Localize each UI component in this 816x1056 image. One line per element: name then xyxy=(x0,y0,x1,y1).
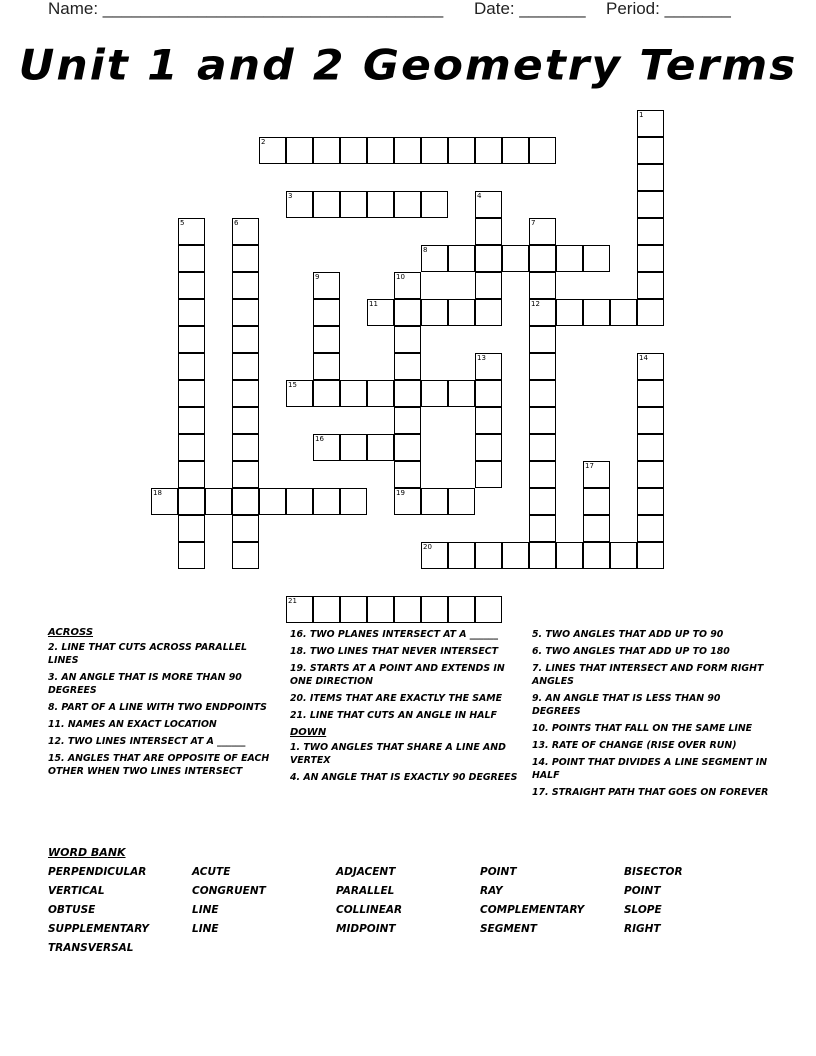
crossword-cell[interactable] xyxy=(637,299,664,326)
crossword-cell[interactable] xyxy=(556,542,583,569)
crossword-cell[interactable] xyxy=(178,407,205,434)
word-bank-item: TRANSVERSAL xyxy=(48,942,134,954)
crossword-cell[interactable] xyxy=(529,434,556,461)
crossword-cell[interactable] xyxy=(313,299,340,326)
crossword-cell[interactable] xyxy=(286,137,313,164)
across-clue: 2. LINE THAT CUTS ACROSS PARALLEL LINES xyxy=(48,642,248,666)
crossword-cell[interactable] xyxy=(583,299,610,326)
crossword-cell[interactable] xyxy=(475,380,502,407)
crossword-cell[interactable] xyxy=(529,542,556,569)
crossword-cell[interactable] xyxy=(232,272,259,299)
crossword-cell[interactable] xyxy=(475,407,502,434)
crossword-cell[interactable] xyxy=(394,407,421,434)
word-bank-item: SUPPLEMENTARY xyxy=(48,923,149,935)
crossword-cell[interactable] xyxy=(394,488,421,515)
across-clue: 12. TWO LINES INTERSECT AT A ______ xyxy=(48,736,246,747)
crossword-cell[interactable] xyxy=(637,515,664,542)
crossword-cell[interactable] xyxy=(313,272,340,299)
crossword-cell[interactable] xyxy=(232,461,259,488)
crossword-cell[interactable] xyxy=(313,191,340,218)
crossword-cell[interactable] xyxy=(286,191,313,218)
clue-number: 4 xyxy=(477,192,482,200)
crossword-cell[interactable] xyxy=(637,353,664,380)
clue-number: 10 xyxy=(396,273,405,281)
down-clue: 17. STRAIGHT PATH THAT GOES ON FOREVER xyxy=(532,787,769,798)
crossword-cell[interactable] xyxy=(232,515,259,542)
crossword-cell[interactable] xyxy=(610,542,637,569)
clue-number: 20 xyxy=(423,543,432,551)
crossword-cell[interactable] xyxy=(475,596,502,623)
crossword-cell[interactable] xyxy=(340,380,367,407)
crossword-cell[interactable] xyxy=(178,353,205,380)
word-bank-item: RIGHT xyxy=(624,923,661,935)
date-field-label[interactable]: Date: _______ xyxy=(474,0,586,18)
crossword-cell[interactable] xyxy=(475,272,502,299)
crossword-cell[interactable] xyxy=(475,218,502,245)
crossword-cell[interactable] xyxy=(475,353,502,380)
crossword-cell[interactable] xyxy=(529,218,556,245)
crossword-cell[interactable] xyxy=(583,461,610,488)
crossword-cell[interactable] xyxy=(178,488,205,515)
crossword-cell[interactable] xyxy=(421,488,448,515)
clue-column-2 xyxy=(290,626,518,788)
crossword-cell[interactable] xyxy=(421,299,448,326)
word-bank-item: MIDPOINT xyxy=(336,923,396,935)
crossword-cell[interactable] xyxy=(340,191,367,218)
crossword-cell[interactable] xyxy=(259,488,286,515)
page-title: Unit 1 and 2 Geometry Terms xyxy=(18,41,798,90)
clue-number: 15 xyxy=(288,381,297,389)
crossword-cell[interactable] xyxy=(367,299,394,326)
crossword-cell[interactable] xyxy=(313,326,340,353)
crossword-cell[interactable] xyxy=(259,137,286,164)
word-bank-heading: WORD BANK xyxy=(48,846,126,859)
clue-number: 9 xyxy=(315,273,320,281)
crossword-cell[interactable] xyxy=(394,434,421,461)
clue-number: 18 xyxy=(153,489,162,497)
crossword-cell[interactable] xyxy=(394,380,421,407)
crossword-cell[interactable] xyxy=(637,380,664,407)
crossword-cell[interactable] xyxy=(637,218,664,245)
down-heading: DOWN xyxy=(290,727,327,738)
crossword-cell[interactable] xyxy=(475,434,502,461)
crossword-cell[interactable] xyxy=(529,353,556,380)
across-clue: 11. NAMES AN EXACT LOCATION xyxy=(48,719,217,730)
crossword-cell[interactable] xyxy=(448,137,475,164)
word-bank-item: SEGMENT xyxy=(480,923,537,935)
down-clue: 13. RATE OF CHANGE (RISE OVER RUN) xyxy=(532,740,737,751)
crossword-cell[interactable] xyxy=(340,596,367,623)
crossword-cell[interactable] xyxy=(529,407,556,434)
down-clue: 14. POINT THAT DIVIDES A LINE SEGMENT IN HALF xyxy=(532,757,768,781)
crossword-cell[interactable] xyxy=(313,380,340,407)
across-clue: 21. LINE THAT CUTS AN ANGLE IN HALF xyxy=(290,710,497,721)
across-clue: 15. ANGLES THAT ARE OPPOSITE OF EACH OTHER WHEN TWO LINES INTERSECT xyxy=(48,753,270,777)
crossword-cell[interactable] xyxy=(556,245,583,272)
crossword-cell[interactable] xyxy=(178,272,205,299)
crossword-cell[interactable] xyxy=(502,245,529,272)
crossword-cell[interactable] xyxy=(178,461,205,488)
crossword-cell[interactable] xyxy=(232,326,259,353)
name-field-label[interactable]: Name: ____________________________________ xyxy=(48,0,444,18)
crossword-cell[interactable] xyxy=(232,434,259,461)
crossword-cell[interactable] xyxy=(475,299,502,326)
crossword-cell[interactable] xyxy=(232,299,259,326)
crossword-cell[interactable] xyxy=(637,407,664,434)
clue-column-1 xyxy=(48,626,276,782)
crossword-cell[interactable] xyxy=(232,245,259,272)
crossword-cell[interactable] xyxy=(394,596,421,623)
crossword-cell[interactable] xyxy=(178,380,205,407)
crossword-cell[interactable] xyxy=(394,191,421,218)
crossword-cell[interactable] xyxy=(502,137,529,164)
crossword-cell[interactable] xyxy=(529,299,556,326)
crossword-cell[interactable] xyxy=(448,245,475,272)
clue-number: 21 xyxy=(288,597,297,605)
crossword-cell[interactable] xyxy=(421,191,448,218)
crossword-cell[interactable] xyxy=(529,245,556,272)
crossword-cell[interactable] xyxy=(178,299,205,326)
clue-number: 16 xyxy=(315,435,324,443)
crossword-cell[interactable] xyxy=(637,272,664,299)
crossword-cell[interactable] xyxy=(529,326,556,353)
crossword-cell[interactable] xyxy=(529,461,556,488)
crossword-cell[interactable] xyxy=(313,488,340,515)
crossword-cell[interactable] xyxy=(637,542,664,569)
crossword-cell[interactable] xyxy=(232,542,259,569)
crossword-cell[interactable] xyxy=(475,245,502,272)
period-field-label[interactable]: Period: _______ xyxy=(606,0,731,18)
crossword-cell[interactable] xyxy=(232,488,259,515)
crossword-cell[interactable] xyxy=(556,299,583,326)
crossword-cell[interactable] xyxy=(340,488,367,515)
word-bank-item: SLOPE xyxy=(624,904,662,916)
crossword-cell[interactable] xyxy=(475,137,502,164)
word-bank-item: RAY xyxy=(480,885,503,897)
clue-number: 13 xyxy=(477,354,486,362)
crossword-cell[interactable] xyxy=(394,326,421,353)
across-heading: ACROSS xyxy=(48,627,94,638)
crossword-cell[interactable] xyxy=(367,191,394,218)
down-clue: 9. AN ANGLE THAT IS LESS THAN 90 DEGREES xyxy=(532,693,721,717)
crossword-cell[interactable] xyxy=(448,596,475,623)
crossword-cell[interactable] xyxy=(448,488,475,515)
clue-number: 17 xyxy=(585,462,594,470)
down-clue: 5. TWO ANGLES THAT ADD UP TO 90 xyxy=(532,629,724,640)
word-bank-item: CONGRUENT xyxy=(192,885,266,897)
crossword-cell[interactable] xyxy=(394,137,421,164)
crossword-cell[interactable] xyxy=(394,299,421,326)
crossword-cell[interactable] xyxy=(394,353,421,380)
down-clue: 6. TWO ANGLES THAT ADD UP TO 180 xyxy=(532,646,730,657)
across-clue: 19. STARTS AT A POINT AND EXTENDS IN ONE DIRECTION xyxy=(290,663,505,687)
word-bank-item: COMPLEMENTARY xyxy=(480,904,585,916)
crossword-cell[interactable] xyxy=(637,245,664,272)
across-clue: 3. AN ANGLE THAT IS MORE THAN 90 DEGREES xyxy=(48,672,242,696)
crossword-cell[interactable] xyxy=(151,488,178,515)
word-bank-item: PERPENDICULAR xyxy=(48,866,147,878)
clue-number: 6 xyxy=(234,219,239,227)
crossword-cell[interactable] xyxy=(178,515,205,542)
crossword-cell[interactable] xyxy=(367,380,394,407)
word-bank-item: PARALLEL xyxy=(336,885,395,897)
crossword-cell[interactable] xyxy=(178,245,205,272)
crossword-cell[interactable] xyxy=(529,488,556,515)
crossword-cell[interactable] xyxy=(421,245,448,272)
crossword-cell[interactable] xyxy=(178,218,205,245)
crossword-cell[interactable] xyxy=(394,272,421,299)
crossword-cell[interactable] xyxy=(529,137,556,164)
crossword-cell[interactable] xyxy=(313,434,340,461)
down-clue: 1. TWO ANGLES THAT SHARE A LINE AND VERTEX xyxy=(290,742,506,766)
word-bank-item: OBTUSE xyxy=(48,904,96,916)
crossword-cell[interactable] xyxy=(637,191,664,218)
crossword-cell[interactable] xyxy=(232,218,259,245)
crossword-cell[interactable] xyxy=(178,542,205,569)
down-clue: 4. AN ANGLE THAT IS EXACTLY 90 DEGREES xyxy=(290,772,518,783)
crossword-cell[interactable] xyxy=(583,515,610,542)
clue-number: 12 xyxy=(531,300,540,308)
crossword-cell[interactable] xyxy=(583,245,610,272)
word-bank-item: POINT xyxy=(480,866,517,878)
crossword-cell[interactable] xyxy=(637,461,664,488)
word-bank-item: COLLINEAR xyxy=(336,904,403,916)
clue-number: 8 xyxy=(423,246,428,254)
across-clue: 18. TWO LINES THAT NEVER INTERSECT xyxy=(290,646,499,657)
crossword-cell[interactable] xyxy=(232,380,259,407)
clue-number: 2 xyxy=(261,138,266,146)
crossword-cell[interactable] xyxy=(394,461,421,488)
across-clue: 8. PART OF A LINE WITH TWO ENDPOINTS xyxy=(48,702,267,713)
word-bank-item: LINE xyxy=(192,904,219,916)
crossword-cell[interactable] xyxy=(286,596,313,623)
crossword-cell[interactable] xyxy=(421,137,448,164)
crossword-cell[interactable] xyxy=(421,542,448,569)
clue-number: 11 xyxy=(369,300,378,308)
crossword-cell[interactable] xyxy=(583,488,610,515)
crossword-cell[interactable] xyxy=(637,137,664,164)
crossword-cell[interactable] xyxy=(367,137,394,164)
word-bank-item: VERTICAL xyxy=(48,885,105,897)
crossword-cell[interactable] xyxy=(637,434,664,461)
clue-column-3 xyxy=(532,626,772,803)
crossword-cell[interactable] xyxy=(313,596,340,623)
crossword-cell[interactable] xyxy=(583,542,610,569)
crossword-cell[interactable] xyxy=(178,326,205,353)
word-bank-item: POINT xyxy=(624,885,661,897)
crossword-cell[interactable] xyxy=(286,380,313,407)
down-clue: 10. POINTS THAT FALL ON THE SAME LINE xyxy=(532,723,753,734)
crossword-cell[interactable] xyxy=(637,110,664,137)
crossword-cell[interactable] xyxy=(313,137,340,164)
crossword-cell[interactable] xyxy=(610,299,637,326)
word-bank-item: ADJACENT xyxy=(336,866,396,878)
crossword-cell[interactable] xyxy=(313,353,340,380)
crossword-cell[interactable] xyxy=(502,542,529,569)
clue-number: 5 xyxy=(180,219,185,227)
crossword-cell[interactable] xyxy=(286,488,313,515)
crossword-cell[interactable] xyxy=(448,542,475,569)
crossword-cell[interactable] xyxy=(340,137,367,164)
crossword-cell[interactable] xyxy=(421,380,448,407)
across-clue: 20. ITEMS THAT ARE EXACTLY THE SAME xyxy=(290,693,502,704)
crossword-cell[interactable] xyxy=(232,407,259,434)
word-bank-item: BISECTOR xyxy=(624,866,683,878)
crossword-cell[interactable] xyxy=(232,353,259,380)
crossword-cell[interactable] xyxy=(637,488,664,515)
crossword-cell[interactable] xyxy=(178,434,205,461)
crossword-cell[interactable] xyxy=(529,272,556,299)
crossword-cell[interactable] xyxy=(448,299,475,326)
crossword-cell[interactable] xyxy=(340,434,367,461)
crossword-cell[interactable] xyxy=(529,515,556,542)
crossword-cell[interactable] xyxy=(637,164,664,191)
clue-number: 1 xyxy=(639,111,644,119)
crossword-cell[interactable] xyxy=(448,380,475,407)
down-clue: 7. LINES THAT INTERSECT AND FORM RIGHT ANGLES xyxy=(532,663,764,687)
clue-number: 19 xyxy=(396,489,405,497)
crossword-cell[interactable] xyxy=(421,596,448,623)
word-bank-item: LINE xyxy=(192,923,219,935)
crossword-cell[interactable] xyxy=(367,434,394,461)
word-bank-item: ACUTE xyxy=(192,866,231,878)
crossword-cell[interactable] xyxy=(475,461,502,488)
crossword-cell[interactable] xyxy=(367,596,394,623)
crossword-cell[interactable] xyxy=(529,380,556,407)
clue-number: 7 xyxy=(531,219,536,227)
clue-number: 14 xyxy=(639,354,648,362)
clue-number: 3 xyxy=(288,192,293,200)
crossword-cell[interactable] xyxy=(475,542,502,569)
crossword-cell[interactable] xyxy=(205,488,232,515)
crossword-cell[interactable] xyxy=(475,191,502,218)
across-clue: 16. TWO PLANES INTERSECT AT A ______ xyxy=(290,629,498,640)
